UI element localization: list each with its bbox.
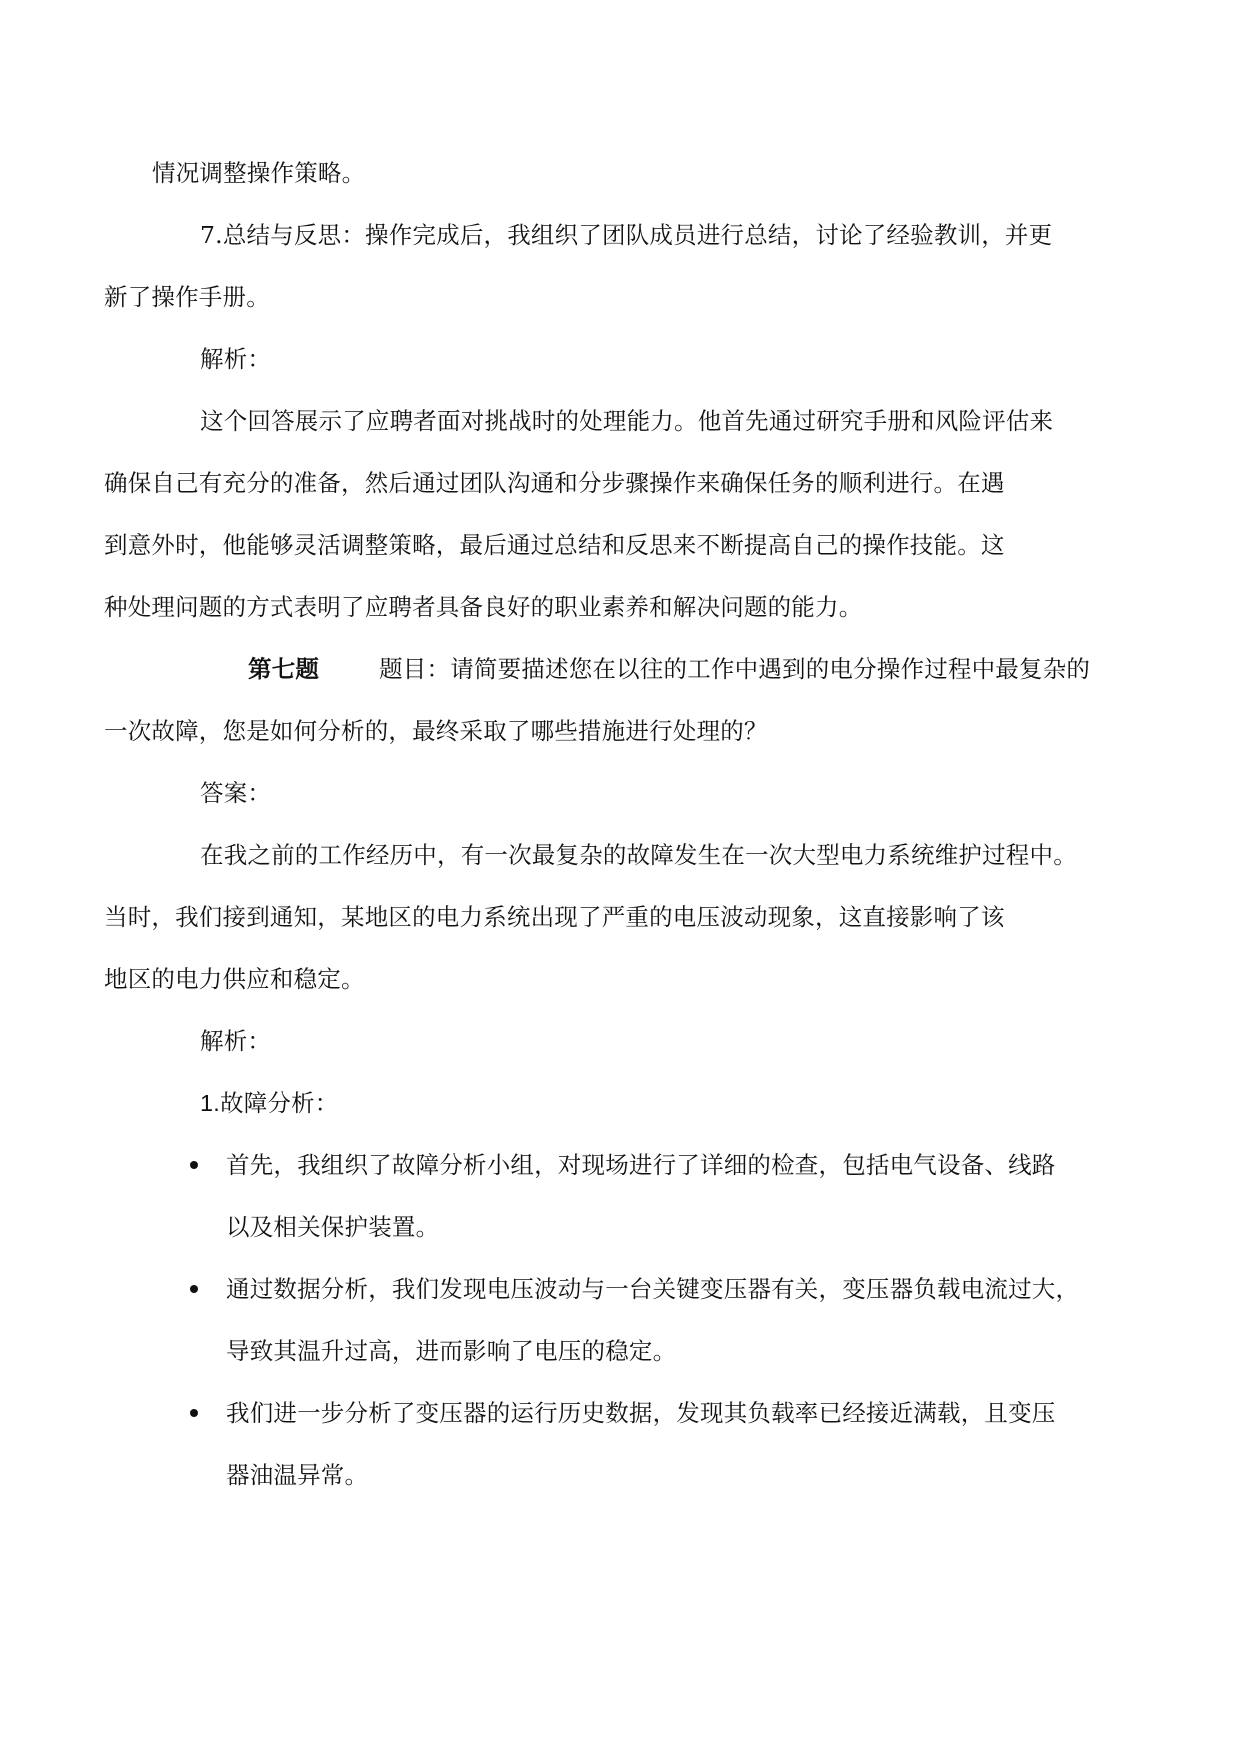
list-item: 我们进一步分析了变压器的运行历史数据，发现其负载率已经接近满载，且变压 器油温异常。 (152, 1382, 1092, 1506)
list-item: 通过数据分析，我们发现电压波动与一台关键变压器有关，变压器负载电流过大， 导致其温升过高，进而影响了电压的稳定。 (152, 1258, 1092, 1382)
document-body (104, 142, 1092, 1506)
text-line: 种处理问题的方式表明了应聘者具备良好的职业素养和解决问题的能力。 (104, 593, 863, 621)
bullet-list (152, 1134, 1092, 1506)
text-line: 到意外时，他能够灵活调整策略，最后通过总结和反思来不断提高自己的操作技能。这 (104, 531, 1005, 559)
answer-label: 答案： (200, 779, 272, 807)
question-7 (104, 638, 1092, 762)
text-line: 确保自己有充分的准备，然后通过团队沟通和分步骤操作来确保任务的顺利进行。在遇 (104, 469, 1005, 497)
text-line: 当时，我们接到通知，某地区的电力系统出现了严重的电压波动现象，这直接影响了该 (104, 903, 1005, 931)
paragraph-analysis-body (104, 390, 1092, 638)
paragraph-analysis-label (152, 328, 1092, 390)
text-line: 情况调整操作策略。 (152, 159, 366, 187)
question-text-line: 一次故障，您是如何分析的，最终采取了哪些措施进行处理的？ (104, 717, 768, 745)
bullet-icon (190, 1161, 198, 1169)
text-line: 在我之前的工作经历中，有一次最复杂的故障发生在一次大型电力系统维护过程中。 (200, 841, 1077, 869)
analysis-label: 解析： (200, 1027, 272, 1055)
bullet-icon (190, 1285, 198, 1293)
section-1-title: 1.故障分析： (200, 1090, 339, 1116)
text-line: 解析： (200, 345, 272, 373)
paragraph-step-7 (104, 204, 1092, 328)
paragraph-continuation (152, 142, 1092, 204)
text-line: 7.总结与反思：操作完成后，我组织了团队成员进行总结，讨论了经验教训，并更 (200, 221, 1053, 249)
answer-body (104, 824, 1092, 1010)
list-item: 首先，我组织了故障分析小组，对现场进行了详细的检查，包括电气设备、线路 以及相关保护装置。 (152, 1134, 1092, 1258)
question-heading: 第七题 (248, 655, 320, 683)
text-line: 地区的电力供应和稳定。 (104, 965, 365, 993)
question-text-line: 题目：请简要描述您在以往的工作中遇到的电分操作过程中最复杂的 (379, 655, 1091, 683)
text-line: 新了操作手册。 (104, 283, 270, 311)
text-line: 这个回答展示了应聘者面对挑战时的处理能力。他首先通过研究手册和风险评估来 (200, 407, 1054, 435)
bullet-icon (190, 1409, 198, 1417)
